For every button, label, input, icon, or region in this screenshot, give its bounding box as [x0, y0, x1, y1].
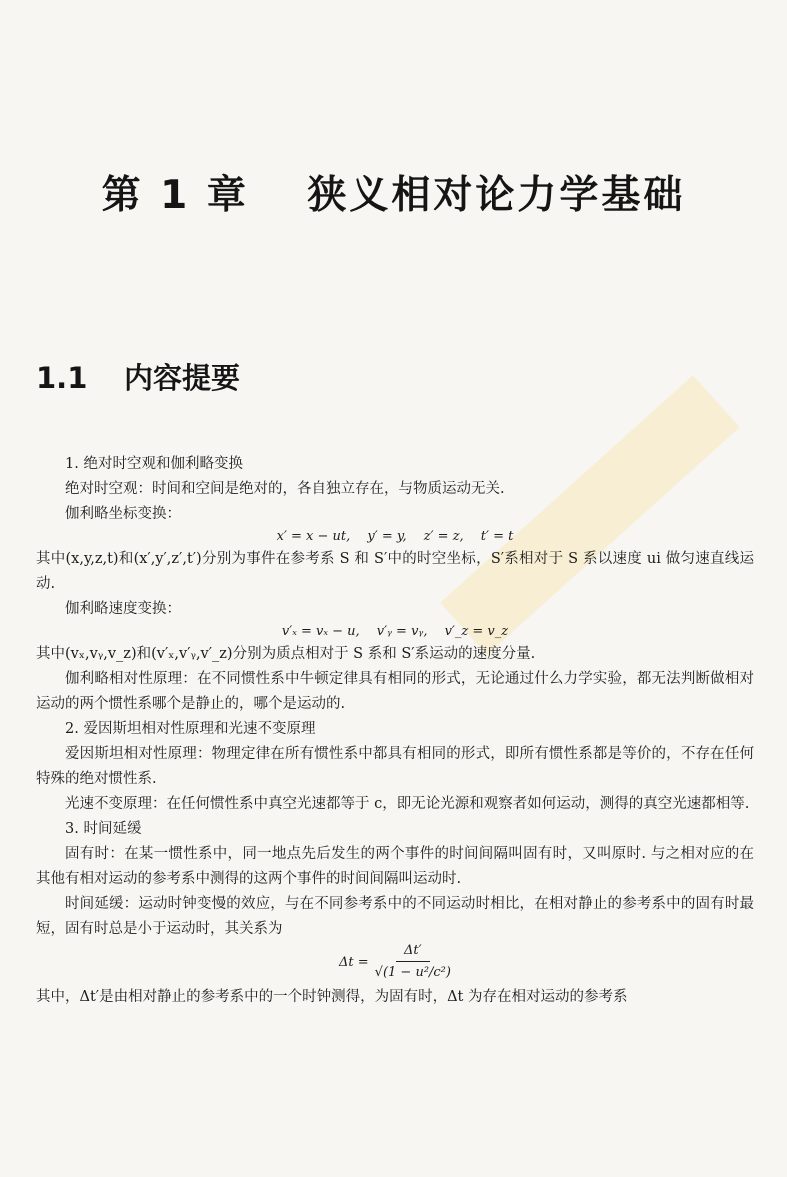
subheading-time-dilation: 3. 时间延缓	[65, 821, 142, 837]
paragraph-coordinate-explanation: 其中(x,y,z,t)和(x′,y′,z′,t′)分别为事件在参考系 S 和 S′中的时空坐标，S′系相对于 S 系以速度 ui 做匀速直线运动.	[36, 551, 754, 592]
paragraph-time-dilation: 时间延缓：运动时钟变慢的效应，与在不同参考系中的不同运动时相比，在相对静止的参考系中的固有时最短，固有时总是小于运动时，其关系为	[36, 896, 754, 937]
paragraph-absolute-spacetime: 绝对时空观：时间和空间是绝对的，各自独立存在，与物质运动无关.	[65, 481, 505, 497]
subheading-einstein: 2. 爱因斯坦相对性原理和光速不变原理	[65, 721, 316, 737]
paragraph-light-speed: 光速不变原理：在任何惯性系中真空光速都等于 c，即无论光源和观察者如何运动，测得的真空光速都相等.	[65, 796, 750, 812]
paragraph-galilean-velocity: 伽利略速度变换：	[65, 601, 181, 617]
formula-lhs: Δt =	[339, 955, 369, 970]
section-title: 内容提要	[124, 361, 241, 395]
paragraph-velocity-explanation: 其中(vₓ,vᵧ,v_z)和(v′ₓ,v′ᵧ,v′_z)分别为质点相对于 S 系和 S′系运动的速度分量.	[36, 646, 536, 662]
chapter-title: 第 1 章 狭义相对论力学基础	[101, 173, 686, 218]
formula-time-dilation	[36, 942, 754, 983]
paragraph-proper-time: 固有时：在某一惯性系中，同一地点先后发生的两个事件的时间间隔叫固有时，又叫原时. 与之相对应的在其他有相对运动的参考系中测得的这两个事件的时间间隔叫运动时.	[36, 846, 754, 887]
paragraph-galilean-coordinate: 伽利略坐标变换：	[65, 506, 181, 522]
fraction-denominator: √(1 − u²/c²)	[374, 965, 451, 980]
fraction-numerator: Δt′	[396, 942, 430, 962]
paragraph-einstein-relativity: 爱因斯坦相对性原理：物理定律在所有惯性系中都具有相同的形式，即所有惯性系都是等价的，不存在任何特殊的绝对惯性系.	[36, 746, 754, 787]
subheading-galilean: 1. 绝对时空观和伽利略变换	[65, 456, 243, 472]
formula-galilean-velocity: v′ₓ = vₓ − u, v′ᵧ = vᵧ, v′_z = v_z	[281, 624, 509, 639]
section-number: 1.1	[36, 361, 88, 395]
section-heading	[36, 356, 240, 397]
paragraph-last-line: 其中，Δt′是由相对静止的参考系中的一个时钟测得，为固有时，Δt 为存在相对运动的参考系	[36, 989, 628, 1005]
formula-galilean-coordinate: x′ = x − ut, y′ = y, z′ = z, t′ = t	[276, 529, 514, 544]
fraction	[375, 942, 451, 983]
paragraph-galilean-relativity: 伽利略相对性原理：在不同惯性系中牛顿定律具有相同的形式，无论通过什么力学实验，都无法判断做相对运动的两个惯性系哪个是静止的，哪个是运动的.	[36, 671, 754, 712]
body-text	[36, 452, 754, 1010]
